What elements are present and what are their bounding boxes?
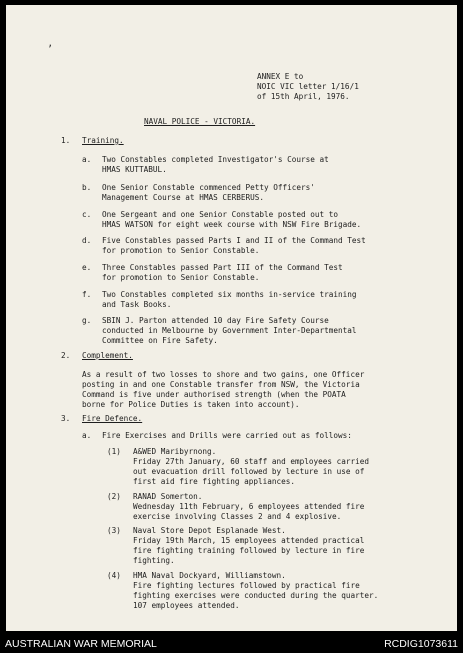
entry-line: exercise involving Classes 2 and 4 explosive. [133, 512, 342, 521]
item-line: and Task Books. [102, 300, 172, 309]
annex-line-1: ANNEX E to [257, 72, 304, 81]
entry-number: (3) [107, 526, 121, 535]
entry-line: Fire fighting lectures followed by practical fire [133, 581, 360, 590]
item-line: SBIN J. Parton attended 10 day Fire Safety Course [102, 316, 329, 325]
annex-line-2: NOIC VIC letter 1/16/1 [257, 82, 359, 91]
section-1-number: 1. [61, 136, 71, 145]
item-line: for promotion to Senior Constable. [102, 246, 260, 255]
archive-footer [0, 635, 463, 653]
item-letter: e. [82, 263, 92, 272]
footer-id: RCDIG1073611 [384, 638, 458, 650]
entry-line: Friday 19th March, 15 employees attended practical [133, 536, 365, 545]
section-2-heading: Complement. [82, 351, 133, 360]
item-line: Two Constables completed Investigator's Course at [102, 155, 329, 164]
item-letter: c. [82, 210, 92, 219]
entry-number: (1) [107, 447, 121, 456]
item-line: for promotion to Senior Constable. [102, 273, 260, 282]
item-letter: d. [82, 236, 92, 245]
entry-line: fighting. [133, 556, 175, 565]
item-letter: b. [82, 183, 92, 192]
item-line: conducted in Melbourne by Government Inter-Departmental [102, 326, 357, 335]
entry-line: fighting exercises were conducted during the quarter. [133, 591, 379, 600]
item-line: Five Constables passed Parts I and II of the Command Test [102, 236, 366, 245]
document-page [6, 5, 457, 631]
item-letter: a. [82, 155, 92, 164]
paragraph-line: Command is five under authorised strength (when the POATA [82, 390, 346, 399]
entry-line: fire fighting training followed by lecture in fire [133, 546, 365, 555]
section-3-heading: Fire Defence. [82, 414, 143, 423]
item-line: HMAS KUTTABUL. [102, 165, 167, 174]
entry-line: first aid fire fighting appliances. [133, 477, 295, 486]
entry-line: 107 employees attended. [133, 601, 240, 610]
sub-letter: a. [82, 431, 92, 440]
sub-text: Fire Exercises and Drills were carried out as follows: [102, 431, 352, 440]
entry-number: (4) [107, 571, 121, 580]
entry-line: A&WED Maribyrnong. [133, 447, 217, 456]
footer-source: AUSTRALIAN WAR MEMORIAL [5, 638, 157, 650]
item-line: One Senior Constable commenced Petty Officers' [102, 183, 315, 192]
item-line: Three Constables passed Part III of the Command Test [102, 263, 343, 272]
entry-line: Naval Store Depot Esplanade West. [133, 526, 286, 535]
punch-mark: ʼ [47, 44, 54, 55]
entry-line: RANAD Somerton. [133, 492, 203, 501]
entry-line: out evacuation drill followed by lecture in use of [133, 467, 365, 476]
item-line: Two Constables completed six months in-service training [102, 290, 357, 299]
item-letter: g. [82, 316, 92, 325]
paragraph-line: posting in and one Constable transfer from NSW, the Victoria [82, 380, 360, 389]
section-3-number: 3. [61, 414, 71, 423]
entry-line: Friday 27th January, 60 staff and employees carried [133, 457, 370, 466]
annex-line-3: of 15th April, 1976. [257, 92, 350, 101]
item-letter: f. [82, 290, 92, 299]
paragraph-line: As a result of two losses to shore and two gains, one Officer [82, 370, 365, 379]
paragraph-line: borne for Police Duties is taken into account). [82, 400, 300, 409]
entry-line: Wednesday 11th February, 6 employees attended fire [133, 502, 365, 511]
entry-number: (2) [107, 492, 121, 501]
document-title: NAVAL POLICE - VICTORIA. [144, 117, 256, 126]
section-1-heading: Training. [82, 136, 124, 145]
item-line: Management Course at HMAS CERBERUS. [102, 193, 264, 202]
item-line: One Sergeant and one Senior Constable posted out to [102, 210, 339, 219]
section-2-number: 2. [61, 351, 71, 360]
item-line: HMAS WATSON for eight week course with NSW Fire Brigade. [102, 220, 362, 229]
item-line: Committee on Fire Safety. [102, 336, 218, 345]
entry-line: HMA Naval Dockyard, Williamstown. [133, 571, 286, 580]
